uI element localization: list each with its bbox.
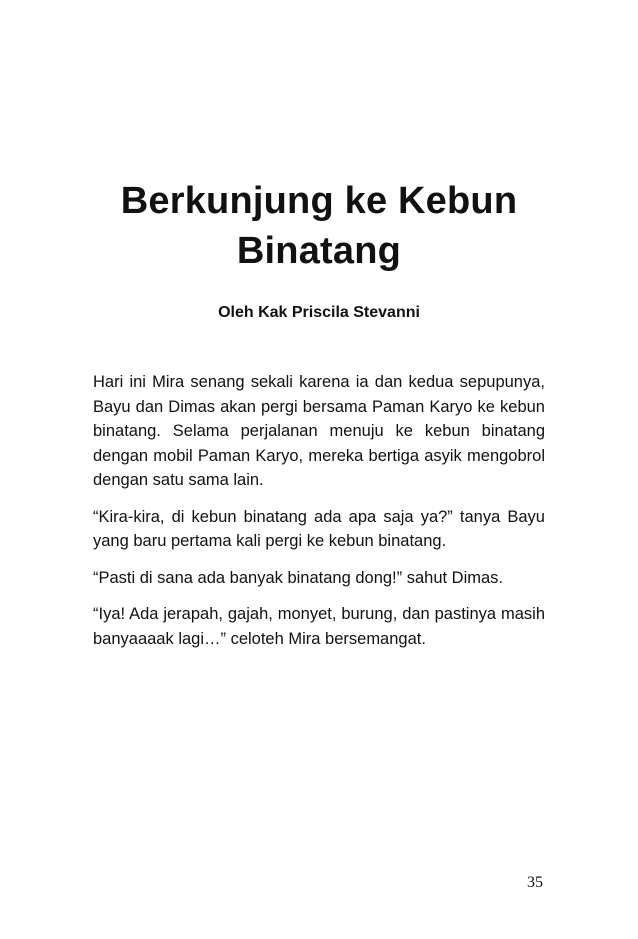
paragraph: “Pasti di sana ada banyak binatang dong!” sahut Dimas. bbox=[93, 568, 504, 587]
story-body bbox=[93, 370, 545, 663]
paragraph: Hari ini Mira senang sekali karena ia dan kedua sepupunya, Bayu dan Dimas akan pergi bersama Paman Karyo ke kebun binatang. Selama perjalanan menuju ke kebun binatang dengan mobil Paman Karyo, mereka bertiga asyik mengobrol dengan satu sama lain. bbox=[93, 373, 545, 489]
paragraph: “Iya! Ada jerapah, gajah, monyet, burung, dan pastinya masih banyaaaak lagi…” celoteh Mira bersemangat. bbox=[93, 605, 545, 648]
story-title: Berkunjung ke Kebun Binatang bbox=[120, 180, 518, 272]
story-author: Oleh Kak Priscila Stevanni bbox=[218, 304, 420, 321]
paragraph: “Kira-kira, di kebun binatang ada apa saja ya?” tanya Bayu yang baru pertama kali pergi ke kebun binatang. bbox=[93, 507, 545, 550]
page-number: 35 bbox=[527, 874, 543, 891]
